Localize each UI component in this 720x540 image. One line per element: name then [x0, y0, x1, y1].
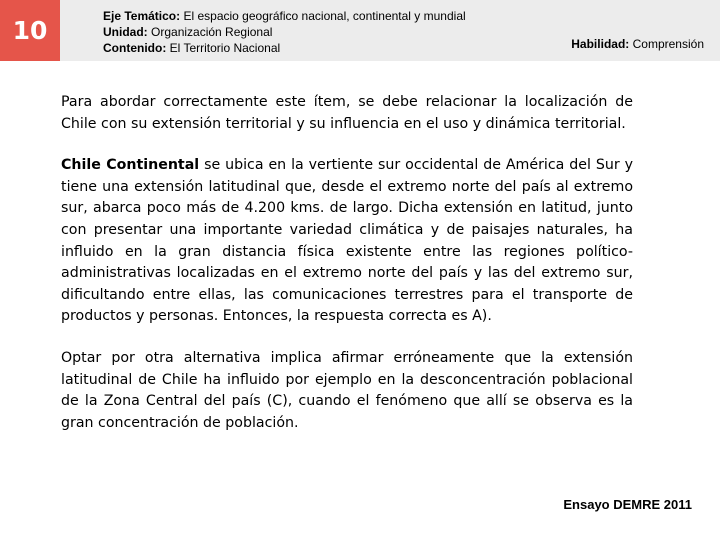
paragraph-alternative: Optar por otra alternativa implica afirmar erróneamente que la extensión latitudinal de Chile ha influido por ejemplo en la desconcentración poblacional de la Zona Central del país (C), cuando el fenómeno que allí se observa es la gran concentración de población. — [61, 349, 633, 431]
source-citation: Ensayo DEMRE 2011 — [563, 497, 692, 512]
unidad-label: Unidad: — [103, 25, 148, 39]
contenido-line — [103, 40, 466, 56]
chile-continental-term: Chile Continental — [61, 157, 200, 174]
eje-tematico-value: El espacio geográfico nacional, continental y mundial — [183, 9, 466, 23]
paragraph-chile-continental-text: se ubica en la vertiente sur occidental de América del Sur y tiene una extensión latitudinal que, desde el extremo norte del país al extremo sur, abarca poco más de 4.200 kms. de largo. Dicha extensión en latitud, junto con presentar una importante variedad climática y de paisajes naturales, ha influido en la gran distancia física existente entre las regiones político-administrativas localizadas en el extremo norte del país y las del extremo sur, dificultando entre ellas, las comunicaciones terrestres para el transporte de productos y personas. Entonces, la respuesta correcta es A). — [61, 157, 633, 325]
explanation-body — [61, 92, 633, 454]
habilidad-line — [571, 37, 704, 51]
habilidad-value: Comprensión — [632, 37, 704, 51]
habilidad-label: Habilidad: — [571, 37, 630, 51]
contenido-label: Contenido: — [103, 41, 167, 55]
paragraph-chile-continental — [61, 155, 633, 328]
header-metadata — [103, 8, 466, 56]
eje-tematico-label: Eje Temático: — [103, 9, 181, 23]
eje-tematico-line — [103, 8, 466, 24]
contenido-value: El Territorio Nacional — [169, 41, 281, 55]
item-number-badge: 10 — [0, 0, 60, 61]
unidad-value: Organización Regional — [151, 25, 273, 39]
unidad-line — [103, 24, 466, 40]
paragraph-intro: Para abordar correctamente este ítem, se debe relacionar la localización de Chile con su extensión territorial y su influencia en el uso y dinámica territorial. — [61, 94, 633, 132]
